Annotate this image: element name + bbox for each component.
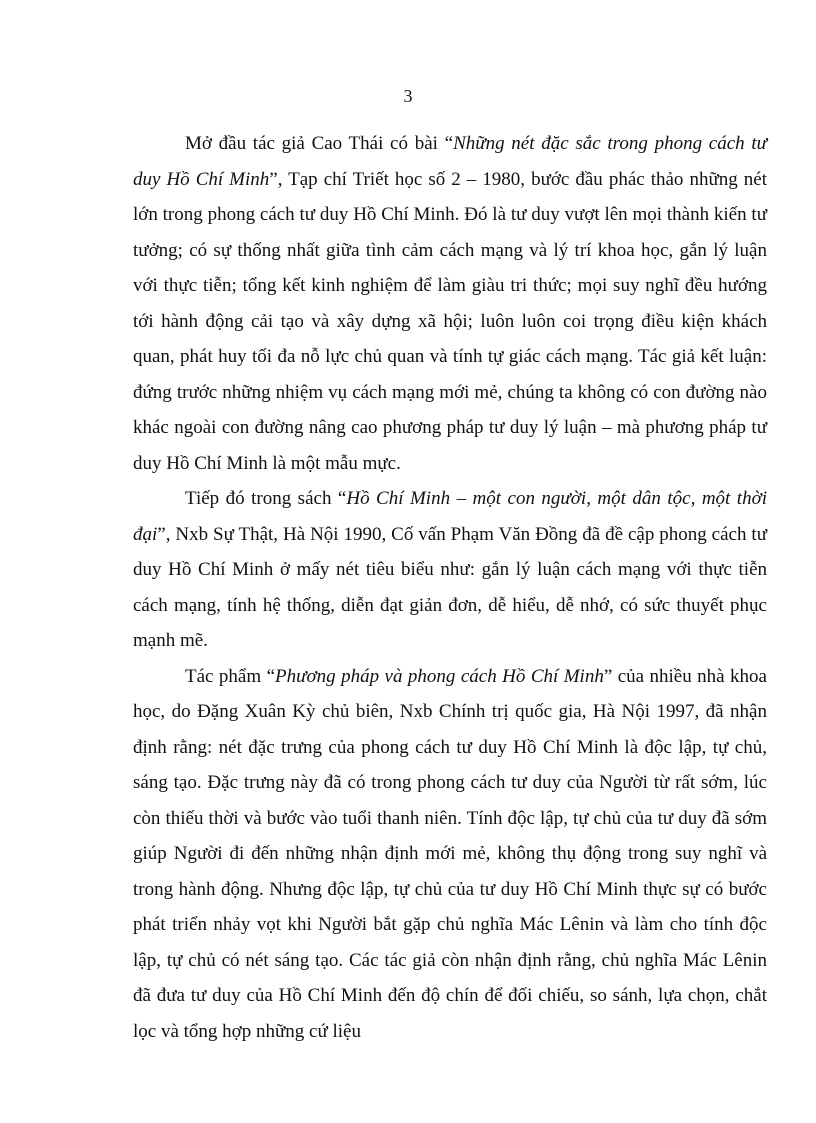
- paragraph-1-text: Mở đầu tác giả Cao Thái có bài “: [185, 133, 454, 154]
- paragraph-3-text-cont: ” của nhiều nhà khoa học, do Đặng Xuân Kỳ chủ biên, Nxb Chính trị quốc gia, Hà Nội 1997, đã nhận định rằng: nét đặc trưng của phong cách tư duy Hồ Chí Minh là độc lập, tự chủ, sáng tạo. Đặc trưng này đã có trong phong cách tư duy của Người từ rất sớm, lúc còn thiếu thời và bước vào tuổi thanh niên. Tính độc lập, tự chủ của tư duy đã sớm giúp Người đi đến những nhận định mới mẻ, không thụ động trong suy nghĩ và trong hành động. Nhưng độc lập, tự chủ của tư duy Hồ Chí Minh thực sự có bước phát triển nhảy vọt khi Người bắt gặp chủ nghĩa Mác Lênin và làm cho tính độc lập, tự chủ có nét sáng tạo. Các tác giả còn nhận định rằng, chủ nghĩa Mác Lênin đã đưa tư duy của Hồ Chí Minh đến độ chín để đối chiếu, so sánh, lựa chọn, chắt lọc và tổng hợp những cứ liệu: [133, 665, 767, 1042]
- body-text: [133, 126, 767, 1049]
- paragraph-1-text-cont: ”, Tạp chí Triết học số 2 – 1980, bước đầu phác thảo những nét lớn trong phong cách tư duy Hồ Chí Minh. Đó là tư duy vượt lên mọi thành kiến tư tưởng; có sự thống nhất giữa tình cảm cách mạng và lý trí khoa học, gắn lý luận với thực tiễn; tổng kết kinh nghiệm để làm giàu tri thức; mọi suy nghĩ đều hướng tới hành động cải tạo và xây dựng xã hội; luôn luôn coi trọng điều kiện khách quan, phát huy tối đa nỗ lực chủ quan và tính tự giác cách mạng. Tác giả kết luận: đứng trước những nhiệm vụ cách mạng mới mẻ, chúng ta không có con đường nào khác ngoài con đường nâng cao phương pháp tư duy lý luận – mà phương pháp tư duy Hồ Chí Minh là một mẫu mực.: [133, 168, 767, 474]
- paragraph-3: [133, 659, 767, 1050]
- paragraph-2: [133, 481, 767, 659]
- page-number: 3: [403, 86, 413, 106]
- paragraph-1-title: Những nét đặc sắc trong phong cách tư duy Hồ Chí Minh: [133, 133, 768, 190]
- paragraph-2-title: Hồ Chí Minh – một con người, một dân tộc, một thời đại: [133, 488, 767, 545]
- paragraph-3-text: Tác phẩm “: [185, 665, 276, 687]
- paragraph-2-text: Tiếp đó trong sách “: [185, 488, 347, 509]
- paragraph-3-title: Phương pháp và phong cách Hồ Chí Minh: [275, 665, 604, 687]
- paragraph-1: [133, 126, 767, 481]
- paragraph-2-text-cont: ”, Nxb Sự Thật, Hà Nội 1990, Cố vấn Phạm Văn Đồng đã đề cập phong cách tư duy Hồ Chí Minh ở mấy nét tiêu biểu như: gắn lý luận cách mạng với thực tiễn cách mạng, tính hệ thống, diễn đạt giản đơn, dễ hiểu, dễ nhớ, có sức thuyết phục mạnh mẽ.: [133, 523, 767, 651]
